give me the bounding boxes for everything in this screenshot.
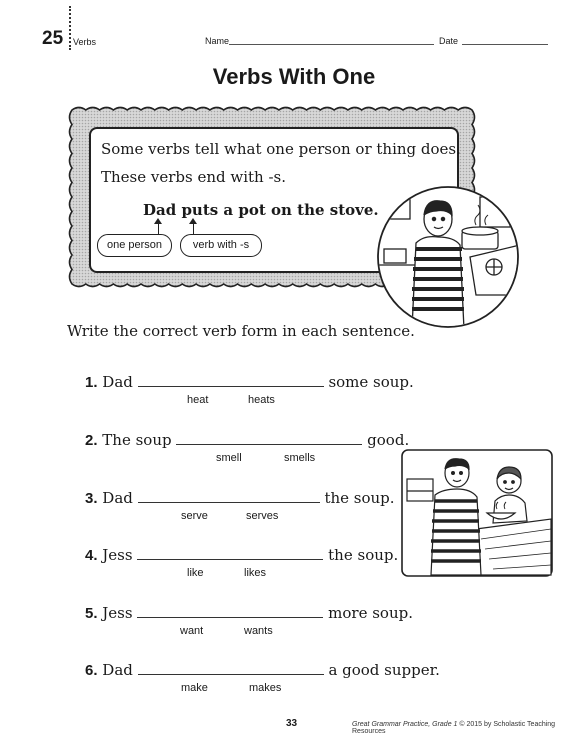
item-number: 5. [85, 605, 98, 622]
answer-blank[interactable] [176, 432, 362, 445]
directions: Write the correct verb form in each sentence. [67, 322, 415, 340]
item-ending: good. [367, 431, 410, 449]
item-subject: Dad [102, 489, 133, 507]
date-label: Date [439, 36, 459, 46]
footer-copyright: © 2015 by Scholastic Teaching Resources [352, 721, 556, 735]
date-field[interactable] [462, 44, 548, 45]
item-ending: more soup. [328, 604, 413, 622]
item-ending: some soup. [328, 373, 414, 391]
item-subject: Dad [102, 373, 133, 391]
page-number: 25 [42, 28, 64, 49]
exercise-item [85, 431, 409, 449]
item-number: 4. [85, 547, 98, 564]
label-one-person: one person [97, 234, 172, 257]
dad-and-jess-soup-illustration [401, 449, 553, 577]
arrowhead-verb [189, 218, 197, 224]
answer-blank[interactable] [138, 662, 324, 675]
answer-blank[interactable] [137, 547, 323, 560]
option-base: want [180, 625, 204, 637]
exercise-item [85, 373, 414, 391]
item-subject: Jess [102, 604, 133, 622]
option-s: wants [244, 625, 273, 637]
footer-page-number: 33 [286, 718, 298, 729]
option-base: make [181, 682, 208, 694]
answer-blank[interactable] [138, 490, 320, 503]
option-base: smell [216, 452, 242, 464]
option-base: heat [187, 394, 209, 406]
exercise-item [85, 604, 413, 622]
page-title: Verbs With One [212, 64, 376, 89]
header-divider [69, 6, 71, 50]
option-s: likes [244, 567, 267, 579]
option-s: makes [249, 682, 282, 694]
item-subject: Dad [102, 661, 133, 679]
topic-label: Verbs [73, 37, 97, 47]
option-base: serve [181, 510, 208, 522]
exercise-item [85, 546, 398, 564]
answer-blank[interactable] [137, 605, 323, 618]
footer-credit [352, 721, 588, 735]
name-field[interactable] [229, 44, 434, 45]
item-number: 1. [85, 374, 98, 391]
item-ending: the soup. [324, 489, 395, 507]
item-number: 3. [85, 490, 98, 507]
dad-cooking-illustration [376, 185, 520, 329]
arrowhead-person [154, 218, 162, 224]
item-number: 2. [85, 432, 98, 449]
exercise-item [85, 489, 395, 507]
exercise-item [85, 661, 440, 679]
option-s: serves [246, 510, 279, 522]
answer-blank[interactable] [138, 374, 324, 387]
example-sentence: Dad puts a pot on the stove. [143, 201, 379, 219]
item-subject: The soup [102, 431, 172, 449]
item-ending: the soup. [328, 546, 399, 564]
rule-line-2: These verbs end with -s. [101, 168, 287, 186]
item-ending: a good supper. [328, 661, 440, 679]
item-number: 6. [85, 662, 98, 679]
rule-line-1: Some verbs tell what one person or thing does. [101, 140, 461, 158]
option-s: smells [284, 452, 316, 464]
option-s: heats [248, 394, 275, 406]
item-subject: Jess [102, 546, 133, 564]
footer-book-title: Great Grammar Practice, Grade 1 [352, 721, 458, 728]
option-base: like [187, 567, 204, 579]
name-label: Name [205, 36, 230, 46]
label-verb-with-s: verb with -s [180, 234, 262, 257]
